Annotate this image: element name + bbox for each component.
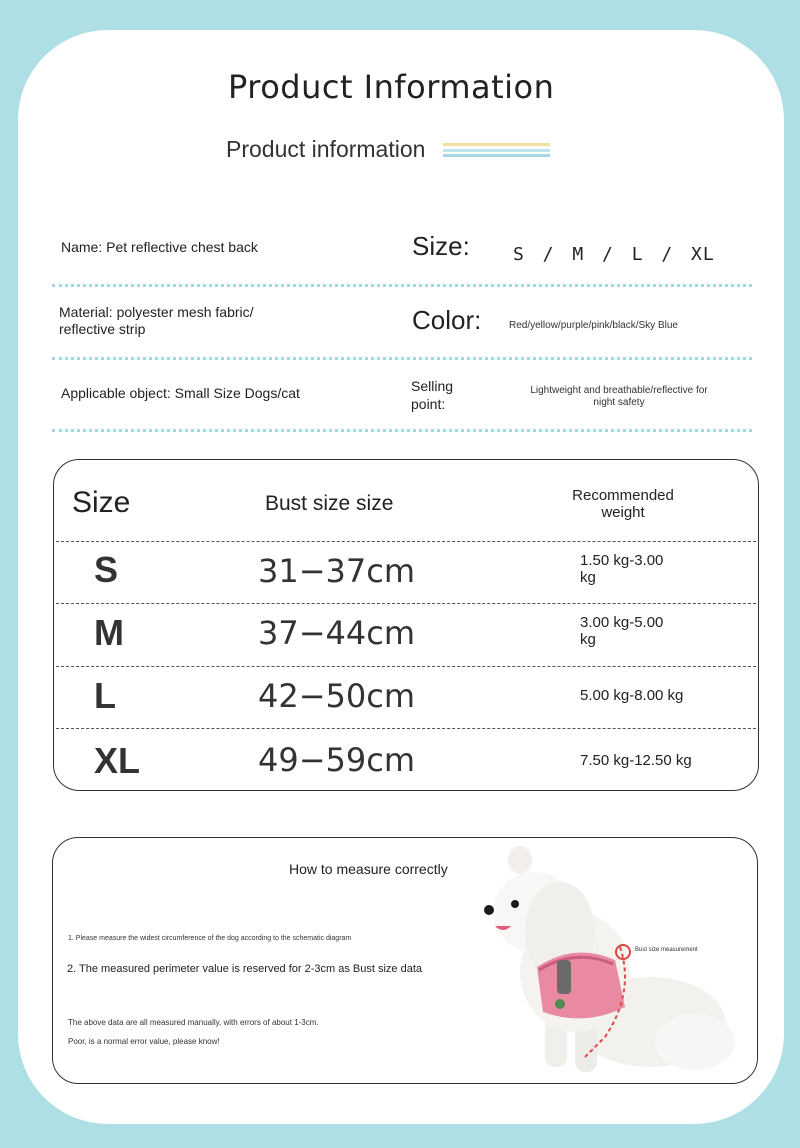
material-line2: reflective strip [59,321,146,337]
bust-measurement-label: Bust size measurement [635,947,698,953]
selling-label-line2: point: [411,396,446,412]
row-s-bust: 31−37cm [258,552,416,590]
row-s-size: S [94,549,119,590]
measure-note-2: Poor, is a normal error value, please know! [68,1037,220,1046]
color-values: Red/yellow/purple/pink/black/Sky Blue [509,320,678,331]
table-header-bust: Bust size size [265,492,394,515]
table-row-divider [56,728,756,729]
table-row-divider [56,541,756,542]
measure-note-1: The above data are all measured manually, with errors of about 1-3cm. [68,1018,319,1027]
size-label: Size: [412,231,470,261]
row-m-weight-line1: 3.00 kg-5.00 [580,614,664,631]
color-label: Color: [412,305,482,335]
row-l-size: L [94,675,116,716]
table-row-divider [56,603,756,604]
row-xl-size: XL [94,740,141,781]
table-header-weight [560,487,686,521]
measure-step-2: 2. The measured perimeter value is reserved for 2-3cm as Bust size data [67,963,423,975]
table-header-size: Size [72,486,131,519]
row-s-weight-line1: 1.50 kg-3.00 [580,552,664,569]
size-values: S / M / L / XL [513,244,715,265]
table-header-weight-line1: Recommended [572,487,674,504]
row-s-weight-line2: kg [580,569,596,586]
row-m-weight-line2: kg [580,631,596,648]
measure-step-1: 1. Please measure the widest circumference of the dog according to the schematic diagram [68,935,352,942]
material-line1: Material: polyester mesh fabric/ [59,304,254,320]
row-l-bust: 42−50cm [258,677,416,715]
dog-in-harness-illustration [475,842,745,1082]
row-xl-weight: 7.50 kg-12.50 kg [580,752,692,769]
dotted-divider [52,284,752,287]
measure-title: How to measure correctly [289,861,448,877]
applicable-object: Applicable object: Small Size Dogs/cat [61,385,300,401]
page-title: Product Information [228,68,555,106]
dotted-divider [52,357,752,360]
selling-label-line1: Selling [411,378,454,394]
section-subtitle: Product information [226,136,426,162]
row-xl-bust: 49−59cm [258,741,416,779]
row-m-bust: 37−44cm [258,614,416,652]
row-m-size: M [94,612,124,653]
selling-value-line2: night safety [593,397,645,408]
row-m-weight [580,614,698,648]
product-name: Name: Pet reflective chest back [61,239,258,255]
dotted-divider [52,429,752,432]
table-header-weight-line2: weight [601,504,645,521]
row-l-weight: 5.00 kg-8.00 kg [580,687,684,704]
row-s-weight [580,552,698,586]
table-row-divider [56,666,756,667]
subtitle-decoration [443,143,550,157]
selling-value-line1: Lightweight and breathable/reflective for [530,385,708,396]
